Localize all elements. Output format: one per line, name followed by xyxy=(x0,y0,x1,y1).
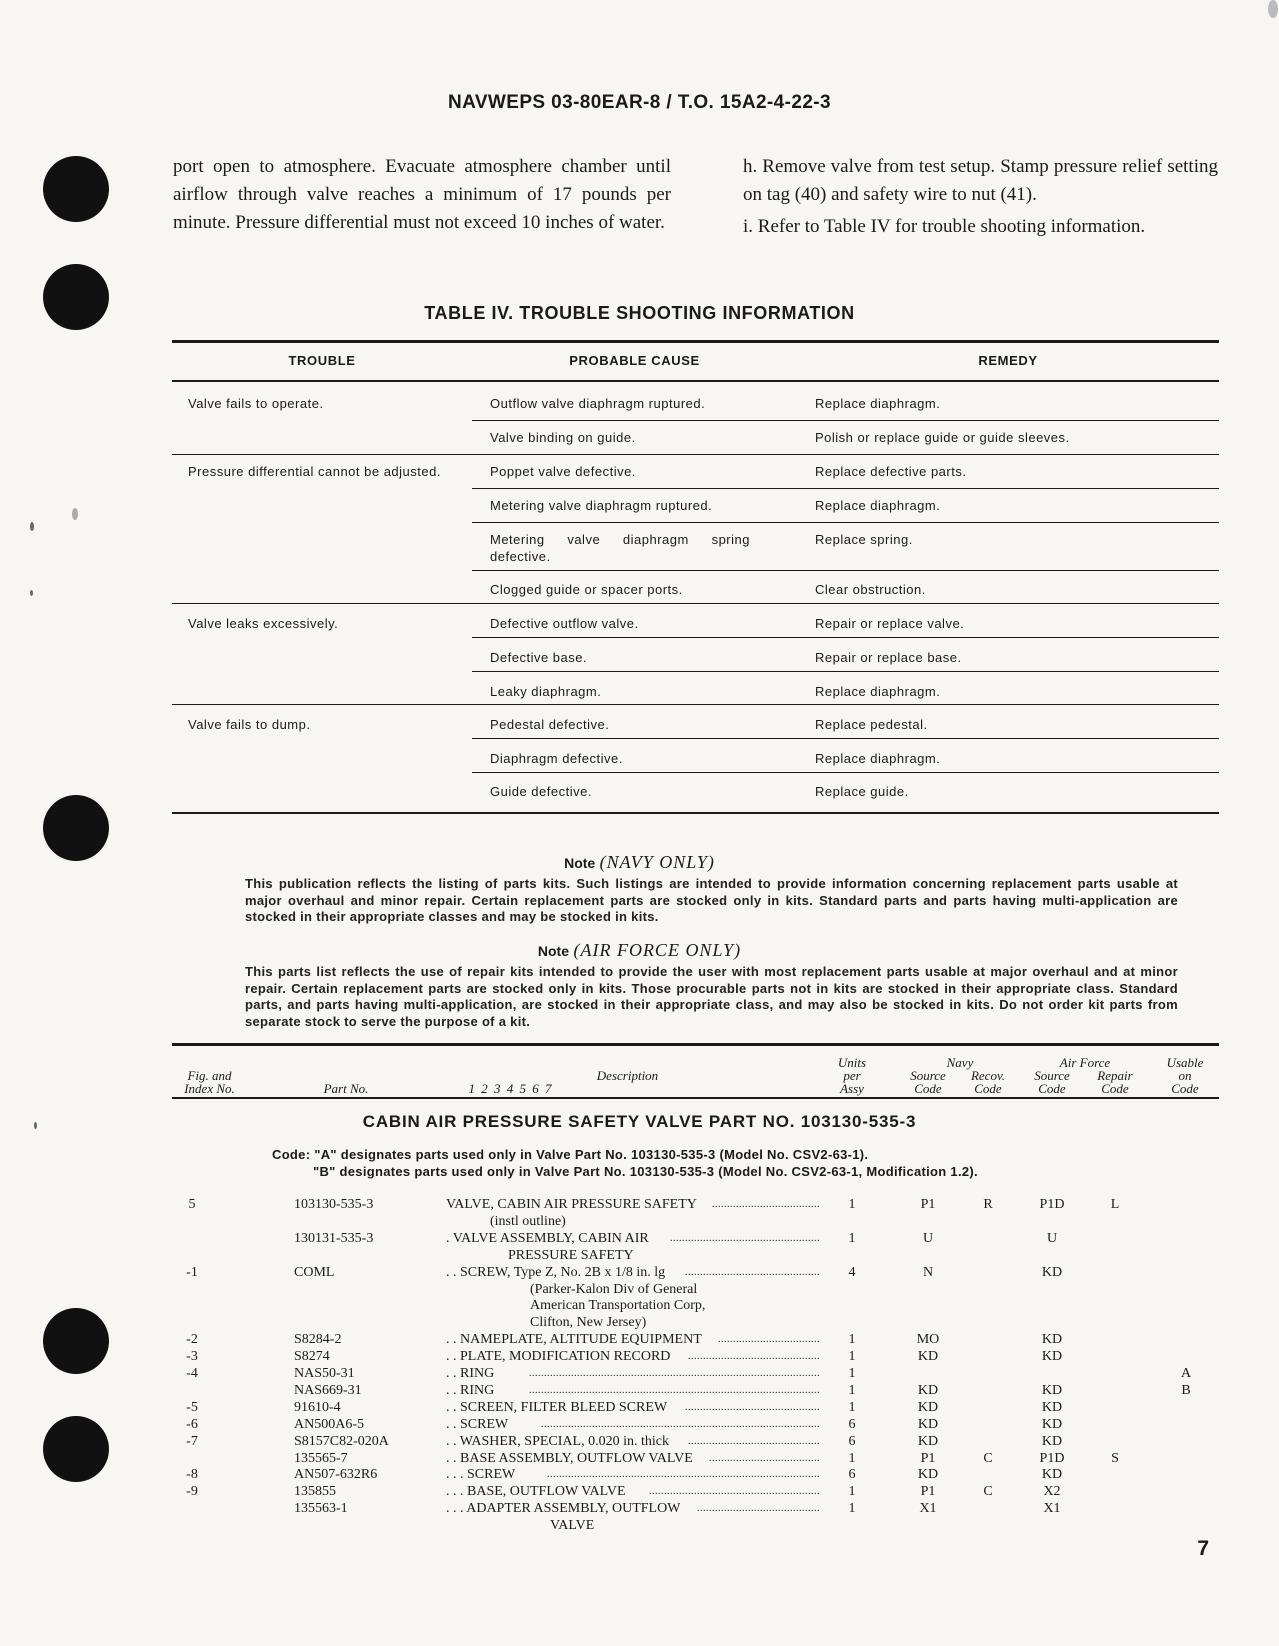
parts-cell-desc: (instl outline) xyxy=(490,1213,566,1229)
parts-cell-asrc: KD xyxy=(1041,1399,1063,1415)
header-navy-recov xyxy=(956,1069,1020,1095)
parts-cell-nrec: C xyxy=(983,1484,993,1500)
leader-dots: ......................................................... xyxy=(649,1486,820,1498)
header-text: Source xyxy=(910,1068,946,1083)
group-rule xyxy=(172,454,1219,455)
parts-cell-desc: . VALVE ASSEMBLY, CABIN AIR xyxy=(446,1230,649,1246)
remedy-cell: Replace diaphragm. xyxy=(815,751,941,766)
parts-cell-idx: -7 xyxy=(186,1433,198,1449)
parts-cell-nsrc: KD xyxy=(917,1416,939,1432)
header-text: per xyxy=(843,1068,861,1083)
note-label: Note xyxy=(564,855,596,871)
parts-cell-part: AN507-632R6 xyxy=(294,1467,378,1483)
parts-cell-units: 1 xyxy=(848,1399,856,1415)
parts-cell-asrc: KD xyxy=(1041,1416,1063,1432)
remedy-cell: Replace diaphragm. xyxy=(815,684,941,699)
remedy-cell: Clear obstruction. xyxy=(815,582,926,597)
parts-row xyxy=(0,1416,1279,1433)
parts-cell-desc: . . BASE ASSEMBLY, OUTFLOW VALVE xyxy=(446,1450,693,1466)
parts-cell-desc: VALVE, CABIN AIR PRESSURE SAFETY xyxy=(446,1197,697,1212)
parts-cell-nsrc: U xyxy=(922,1230,934,1246)
note-label: Note xyxy=(537,943,570,959)
parts-cell-nsrc: X1 xyxy=(919,1501,937,1517)
remedy-cell: Polish or replace guide or guide sleeves. xyxy=(815,430,1070,445)
parts-cell-nsrc: KD xyxy=(917,1467,939,1483)
parts-cell-nsrc: N xyxy=(922,1264,934,1280)
parts-cell-part: S8274 xyxy=(294,1349,330,1365)
leader-dots: ................................................................................................. xyxy=(529,1384,820,1396)
remedy-cell: Replace guide. xyxy=(815,784,909,799)
trouble-cell: Valve fails to dump. xyxy=(188,717,311,732)
column-header-trouble: TROUBLE xyxy=(288,353,356,368)
parts-cell-nsrc: KD xyxy=(917,1349,939,1365)
parts-cell-desc: . . WASHER, SPECIAL, 0.020 in. thick xyxy=(446,1433,669,1449)
header-text: Usable xyxy=(1166,1055,1204,1070)
parts-cell-desc: American Transportation Corp, xyxy=(530,1298,706,1314)
note-navy-heading xyxy=(0,852,1279,873)
note-af-heading xyxy=(0,940,1279,961)
header-af-source xyxy=(1020,1069,1084,1095)
cause-cell: Outflow valve diaphragm ruptured. xyxy=(490,396,706,411)
parts-row xyxy=(0,1230,1279,1247)
parts-cell-idx: -4 xyxy=(186,1366,198,1381)
header-text: Index No. xyxy=(184,1081,235,1096)
header-navy: Navy xyxy=(946,1055,974,1070)
parts-cell-asrc: P1D xyxy=(1039,1450,1065,1466)
header-text: Assy xyxy=(840,1081,864,1096)
leader-dots: ........................................................................................... xyxy=(547,1469,820,1481)
table-header-rule xyxy=(172,380,1219,382)
parts-cell-desc: . . SCREW xyxy=(446,1416,509,1432)
header-text: Code xyxy=(1171,1081,1199,1096)
leader-dots: ............................................. xyxy=(685,1401,820,1413)
margin-speck xyxy=(30,522,34,531)
header-text: Code xyxy=(974,1081,1002,1096)
parts-cell-desc: . . PLATE, MODIFICATION RECORD xyxy=(446,1349,671,1365)
parts-cell-nsrc: KD xyxy=(917,1433,939,1449)
parts-row xyxy=(0,1517,1279,1534)
header-af-repair xyxy=(1080,1069,1150,1095)
group-rule xyxy=(172,704,1219,705)
parts-row xyxy=(0,1348,1279,1365)
left-column xyxy=(173,153,671,241)
parts-row xyxy=(0,1500,1279,1517)
parts-row xyxy=(0,1365,1279,1382)
row-rule xyxy=(472,420,1219,421)
parts-cell-units: 1 xyxy=(848,1332,856,1348)
parts-cell-usable: A xyxy=(1180,1366,1192,1381)
parts-cell-desc: Clifton, New Jersey) xyxy=(530,1315,647,1331)
parts-cell-desc: (Parker-Kalon Div of General xyxy=(530,1281,698,1297)
leader-dots: ..................................... xyxy=(709,1452,820,1464)
table-top-rule xyxy=(172,340,1219,343)
parts-cell-nsrc: KD xyxy=(917,1382,939,1398)
table-title: TABLE IV. TROUBLE SHOOTING INFORMATION xyxy=(424,303,855,323)
header-text: Code xyxy=(1101,1081,1129,1096)
row-rule xyxy=(472,637,1219,638)
parts-cell-desc: VALVE xyxy=(550,1518,595,1534)
parts-cell-desc: . . NAMEPLATE, ALTITUDE EQUIPMENT xyxy=(446,1332,702,1348)
header-indent-levels: 1 2 3 4 5 6 7 xyxy=(468,1081,552,1096)
parts-cell-asrc: KD xyxy=(1041,1349,1063,1365)
remedy-cell: Replace diaphragm. xyxy=(815,396,941,411)
header-text: Source xyxy=(1034,1068,1070,1083)
column-header-remedy: REMEDY xyxy=(978,353,1038,368)
parts-list-top-rule xyxy=(172,1043,1219,1046)
parts-cell-idx: -9 xyxy=(186,1484,198,1500)
header-part-no: Part No. xyxy=(323,1081,369,1096)
parts-cell-asrc: KD xyxy=(1041,1332,1063,1348)
parts-cell-part: 91610-4 xyxy=(294,1399,341,1415)
parts-cell-part: NAS50-31 xyxy=(294,1366,355,1381)
document-header: NAVWEPS 03-80EAR-8 / T.O. 15A2-4-22-3 xyxy=(448,92,831,113)
parts-cell-nrec: R xyxy=(983,1197,993,1212)
header-text: Code xyxy=(1038,1081,1066,1096)
row-rule xyxy=(472,522,1219,523)
trouble-cell: Valve fails to operate. xyxy=(188,396,324,411)
cause-cell: Diaphragm defective. xyxy=(490,751,623,766)
parts-cell-units: 1 xyxy=(848,1366,856,1381)
trouble-cell: Valve leaks excessively. xyxy=(188,616,339,631)
cause-cell: Defective outflow valve. xyxy=(490,616,639,631)
parts-cell-desc: PRESSURE SAFETY xyxy=(508,1247,634,1263)
header-text: Code xyxy=(914,1081,942,1096)
row-rule xyxy=(472,488,1219,489)
note-qualifier: (AIR FORCE ONLY) xyxy=(573,940,742,960)
parts-cell-desc: . . RING xyxy=(446,1366,495,1381)
parts-row xyxy=(0,1196,1279,1213)
procedure-paragraph: port open to atmosphere. Evacuate atmosphere chamber until airflow through valve reaches a minimum of 17 pounds per minute. Pressure differential must not exceed 10 inches of water. xyxy=(173,156,671,233)
parts-cell-idx: -3 xyxy=(186,1349,198,1365)
parts-cell-part: AN500A6-5 xyxy=(294,1416,364,1432)
leader-dots: .................................. xyxy=(718,1334,820,1346)
cause-cell: Pedestal defective. xyxy=(490,717,610,732)
parts-cell-units: 1 xyxy=(848,1230,856,1246)
parts-cell-part: COML xyxy=(294,1264,335,1280)
parts-cell-asrc: U xyxy=(1046,1230,1058,1246)
right-column xyxy=(743,153,1218,245)
parts-cell-units: 1 xyxy=(848,1382,856,1398)
header-text: on xyxy=(1178,1068,1192,1083)
leader-dots: .................................... xyxy=(712,1199,820,1210)
leader-dots: ............................................................................................. xyxy=(541,1418,820,1430)
parts-cell-part: NAS669-31 xyxy=(294,1382,362,1398)
parts-cell-units: 6 xyxy=(848,1433,856,1449)
leader-dots: ............................................ xyxy=(688,1435,820,1447)
parts-cell-desc: . . SCREEN, FILTER BLEED SCREW xyxy=(446,1399,668,1415)
header-navy-source xyxy=(896,1069,960,1095)
parts-cell-idx: -5 xyxy=(186,1399,198,1415)
remedy-cell: Replace defective parts. xyxy=(815,464,967,479)
parts-cell-units: 6 xyxy=(848,1467,856,1483)
parts-row xyxy=(0,1281,1279,1298)
parts-cell-units: 1 xyxy=(848,1484,856,1500)
parts-cell-units: 1 xyxy=(848,1197,856,1212)
parts-cell-units: 4 xyxy=(848,1264,856,1280)
parts-row xyxy=(0,1450,1279,1467)
group-rule xyxy=(172,603,1219,604)
parts-cell-desc: . . . BASE, OUTFLOW VALVE xyxy=(446,1484,626,1500)
parts-cell-desc: . . SCREW, Type Z, No. 2B x 1/8 in. lg xyxy=(446,1264,666,1280)
parts-cell-part: 135563-1 xyxy=(294,1501,348,1517)
parts-cell-usable: B xyxy=(1181,1382,1191,1398)
cause-cell: Poppet valve defective. xyxy=(490,464,636,479)
header-description: Description xyxy=(596,1068,659,1083)
parts-cell-asrc: X1 xyxy=(1043,1501,1061,1517)
parts-cell-part: 135855 xyxy=(294,1484,336,1500)
remedy-cell: Replace pedestal. xyxy=(815,717,928,732)
leader-dots: .................................................. xyxy=(670,1232,820,1244)
parts-cell-units: 1 xyxy=(848,1501,856,1517)
cause-cell: Metering valve diaphragm spring defective. xyxy=(490,532,750,564)
table-bottom-rule xyxy=(172,812,1219,814)
remedy-cell: Replace spring. xyxy=(815,532,913,547)
parts-cell-arep: L xyxy=(1110,1197,1120,1212)
parts-row xyxy=(0,1331,1279,1348)
parts-row xyxy=(0,1483,1279,1500)
margin-speck xyxy=(30,590,33,596)
parts-cell-idx: -2 xyxy=(186,1332,198,1348)
parts-row xyxy=(0,1382,1279,1399)
row-rule xyxy=(472,671,1219,672)
procedure-step-h: h. Remove valve from test setup. Stamp pressure relief setting on tag (40) and safety wire to nut (41). xyxy=(743,156,1218,205)
parts-cell-nsrc: KD xyxy=(917,1399,939,1415)
leader-dots: ............................................. xyxy=(685,1266,820,1278)
parts-cell-asrc: P1D xyxy=(1039,1197,1065,1212)
procedure-step-i: i. Refer to Table IV for trouble shooting information. xyxy=(743,216,1146,237)
cause-cell: Defective base. xyxy=(490,650,588,665)
trouble-cell: Pressure differential cannot be adjusted. xyxy=(188,464,441,479)
leader-dots: ................................................................................................. xyxy=(529,1368,820,1379)
code-line-a: Code: "A" designates parts used only in Valve Part No. 103130-535-3 (Model No. CSV2-63-1). xyxy=(272,1147,869,1162)
parts-cell-part: 135565-7 xyxy=(294,1450,348,1466)
parts-row xyxy=(0,1297,1279,1314)
parts-row xyxy=(0,1247,1279,1264)
cause-cell: Valve binding on guide. xyxy=(490,430,636,445)
parts-cell-arep: S xyxy=(1111,1450,1119,1466)
parts-cell-units: 1 xyxy=(848,1349,856,1365)
note-qualifier: (NAVY ONLY) xyxy=(599,852,715,872)
parts-cell-idx: -1 xyxy=(186,1264,198,1280)
parts-cell-asrc: KD xyxy=(1041,1467,1063,1483)
parts-cell-asrc: KD xyxy=(1041,1433,1063,1449)
parts-cell-desc: . . . SCREW xyxy=(446,1467,516,1483)
remedy-cell: Repair or replace base. xyxy=(815,650,962,665)
parts-cell-part: S8284-2 xyxy=(294,1332,342,1348)
header-units-per-assy xyxy=(820,1056,884,1095)
header-text: Units xyxy=(837,1055,867,1070)
code-line-b: "B" designates parts used only in Valve Part No. 103130-535-3 (Model No. CSV2-63-1, Modification 1.2). xyxy=(313,1164,978,1179)
parts-cell-idx: -6 xyxy=(186,1416,198,1432)
parts-list-header-rule xyxy=(172,1097,1219,1099)
parts-cell-units: 1 xyxy=(848,1450,856,1466)
parts-list-title: CABIN AIR PRESSURE SAFETY VALVE PART NO. 103130-535-3 xyxy=(362,1112,917,1131)
note-af-text: This parts list reflects the use of repair kits intended to provide the user with most replacement parts usable at major overhaul and at minor repair. Certain replacement parts are stocked only in kits. Those procurable parts not in kits are stocked in their appropriate class. Standard parts, and parts having multi-application, are stocked in their appropriate class, and may also be stocked in kits. Do not order kit parts from separate stock to serve the purpose of a kit. xyxy=(245,964,1178,1029)
parts-row xyxy=(0,1433,1279,1450)
parts-row xyxy=(0,1399,1279,1416)
row-rule xyxy=(472,772,1219,773)
parts-cell-idx: -8 xyxy=(186,1467,198,1483)
row-rule xyxy=(472,738,1219,739)
header-text: Fig. and xyxy=(187,1068,232,1083)
row-rule xyxy=(472,570,1219,571)
parts-cell-desc: . . RING xyxy=(446,1382,495,1398)
parts-cell-desc: . . . ADAPTER ASSEMBLY, OUTFLOW xyxy=(446,1501,681,1517)
parts-cell-nsrc: P1 xyxy=(920,1197,936,1212)
leader-dots: ......................................... xyxy=(697,1503,820,1515)
parts-row xyxy=(0,1264,1279,1281)
header-text: Repair xyxy=(1097,1068,1133,1083)
parts-cell-nsrc: P1 xyxy=(920,1450,936,1466)
header-air-force: Air Force xyxy=(1059,1055,1111,1070)
margin-speck xyxy=(1268,0,1278,18)
note-navy-text: This publication reflects the listing of parts kits. Such listings are intended to provide information concerning replacement parts usable at major overhaul and minor repair. Certain replacement parts are stocked only in kits. Standard parts and parts having multi-application are stocked in their appropriate classes and may be stocked in kits. xyxy=(245,876,1178,924)
parts-row xyxy=(0,1314,1279,1331)
remedy-cell: Replace diaphragm. xyxy=(815,498,941,513)
parts-cell-asrc: KD xyxy=(1041,1264,1063,1280)
header-text: Recov. xyxy=(970,1068,1006,1083)
column-header-cause: PROBABLE CAUSE xyxy=(569,353,700,368)
page-number: 7 xyxy=(1197,1537,1209,1560)
parts-cell-idx: 5 xyxy=(188,1197,196,1212)
remedy-cell: Repair or replace valve. xyxy=(815,616,965,631)
cause-cell: Metering valve diaphragm ruptured. xyxy=(490,498,713,513)
binder-hole xyxy=(43,156,109,222)
parts-cell-nsrc: MO xyxy=(916,1332,940,1348)
margin-speck xyxy=(72,508,78,520)
parts-cell-asrc: X2 xyxy=(1043,1484,1061,1500)
parts-cell-units: 6 xyxy=(848,1416,856,1432)
parts-cell-nsrc: P1 xyxy=(920,1484,936,1500)
parts-row xyxy=(0,1213,1279,1230)
parts-row xyxy=(0,1466,1279,1483)
cause-cell: Clogged guide or spacer ports. xyxy=(490,582,683,597)
header-fig-index xyxy=(172,1069,247,1095)
parts-cell-nrec: C xyxy=(983,1450,993,1466)
cause-cell: Guide defective. xyxy=(490,784,592,799)
leader-dots: ............................................ xyxy=(688,1351,820,1363)
parts-cell-asrc: KD xyxy=(1041,1382,1063,1398)
parts-cell-part: 103130-535-3 xyxy=(294,1197,374,1212)
cause-cell: Leaky diaphragm. xyxy=(490,684,602,699)
header-usable-on-code xyxy=(1150,1056,1220,1095)
parts-cell-part: S8157C82-020A xyxy=(294,1433,389,1449)
parts-cell-part: 130131-535-3 xyxy=(294,1230,374,1246)
